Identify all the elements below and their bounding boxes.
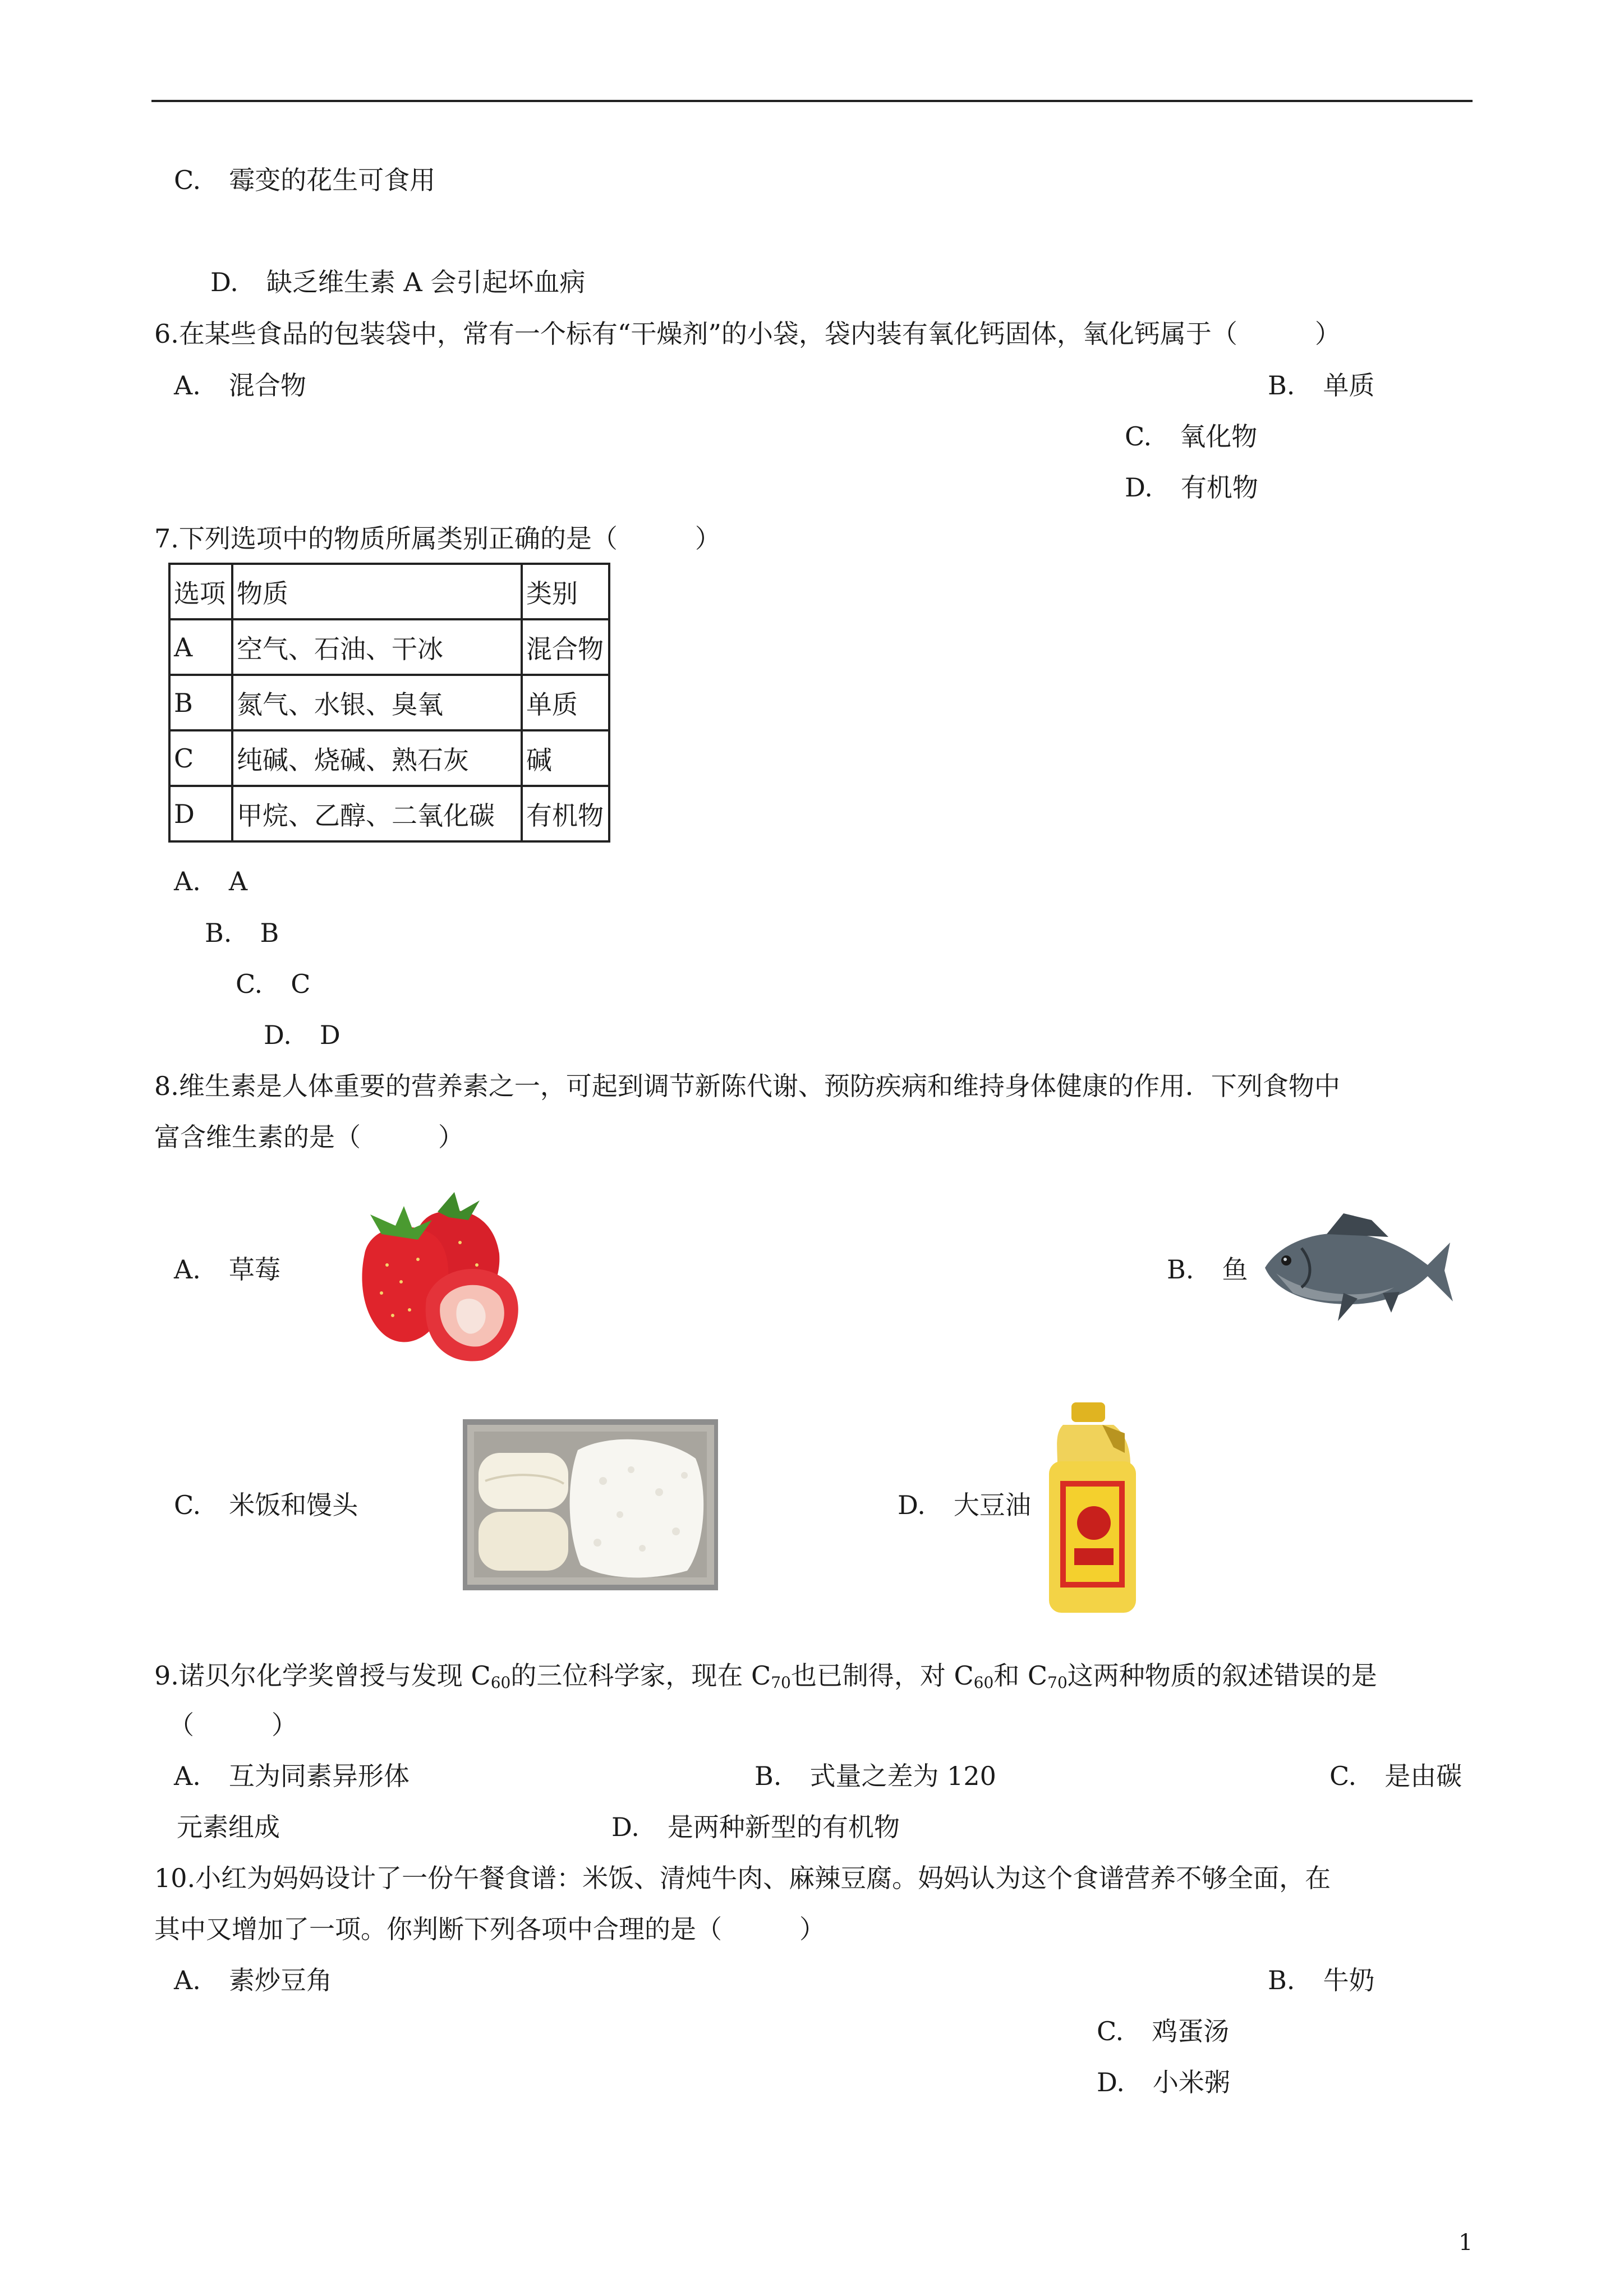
q5-option-d: D. 缺乏维生素 A 会引起坏血病: [210, 267, 586, 297]
header-rule: [151, 100, 1473, 102]
soybean-oil-bottle-image: [1041, 1402, 1142, 1618]
q9-stem: 9.诺贝尔化学奖曾授与发现 $C_{60}$的三位科学家，现在 $C_{70}$也已制得，对 $C_{60}$和 $C_{70}$这两种物质的叙述错误的是: [154, 1660, 1377, 1692]
q8-stem-line2: 富含维生素的是（ ）: [154, 1122, 464, 1152]
q9-option-b: B. 式量之差为 120: [755, 1761, 996, 1791]
table-cell: C: [169, 730, 232, 786]
table-cell: 碱: [522, 730, 609, 786]
q10-option-d: D. 小米粥: [1097, 2067, 1230, 2097]
rice-and-buns-image: [463, 1419, 718, 1590]
table-header-row: [169, 564, 609, 619]
table-cell: 混合物: [522, 619, 609, 675]
table-row: [169, 619, 609, 675]
q6-option-b: B. 单质: [1268, 370, 1375, 401]
table-header-cell: 物质: [232, 564, 522, 619]
strawberry-half: [426, 1269, 518, 1361]
q7-stem: 7.下列选项中的物质所属类别正确的是（ ）: [154, 523, 721, 554]
table-cell: A: [169, 619, 232, 675]
fish-image: [1259, 1209, 1456, 1329]
table-cell: B: [169, 675, 232, 730]
q10-stem-line1: 10.小红为妈妈设计了一份午餐食谱：米饭、清炖牛肉、麻辣豆腐。妈妈认为这个食谱营养不够全面，在: [154, 1863, 1331, 1893]
q8-stem-line1: 8.维生素是人体重要的营养素之一，可起到调节新陈代谢、预防疾病和维持身体健康的作用．下列食物中: [154, 1071, 1340, 1101]
q9-option-d: D. 是两种新型的有机物: [611, 1812, 900, 1842]
page-number: 1: [1459, 2230, 1473, 2256]
classification-table: [168, 563, 610, 843]
q8-option-c: C. 米饭和馒头: [174, 1490, 358, 1520]
q10-option-c: C. 鸡蛋汤: [1097, 2016, 1230, 2046]
strawberry-image: [348, 1181, 539, 1366]
q5-option-c: C. 霉变的花生可食用: [174, 165, 436, 195]
q6-option-a: A. 混合物: [174, 370, 306, 401]
q8-option-a: A. 草莓: [174, 1254, 280, 1285]
q7-option-c: C. C: [236, 969, 311, 999]
q7-option-d: D. D: [264, 1020, 341, 1050]
table-header-cell: 选项: [169, 564, 232, 619]
q9-option-a: A. 互为同素异形体: [174, 1761, 410, 1791]
table-header-cell: 类别: [522, 564, 609, 619]
table-cell: 氮气、水银、臭氧: [232, 675, 522, 730]
q6-stem: 6.在某些食品的包装袋中，常有一个标有“干燥剂”的小袋，袋内装有氧化钙固体，氧化钙属于（ ）: [154, 319, 1341, 349]
rice: [570, 1439, 704, 1578]
table-cell: 单质: [522, 675, 609, 730]
q7-option-b: B. B: [205, 918, 279, 948]
q8-option-b: B. 鱼: [1167, 1254, 1248, 1285]
q6-option-d: D. 有机物: [1125, 472, 1258, 503]
q8-option-d: D. 大豆油: [898, 1490, 1031, 1520]
q7-option-a: A. A: [174, 866, 248, 896]
table-row: [169, 730, 609, 786]
q6-option-c: C. 氧化物: [1125, 421, 1258, 452]
table-cell: D: [169, 786, 232, 841]
q10-option-a: A. 素炒豆角: [174, 1965, 332, 1995]
q10-option-b: B. 牛奶: [1268, 1965, 1375, 1995]
q9-answer-paren: （ ）: [168, 1710, 297, 1740]
table-row: [169, 675, 609, 730]
table-cell: 有机物: [522, 786, 609, 841]
table-cell: 甲烷、乙醇、二氧化碳: [232, 786, 522, 841]
table-row: [169, 786, 609, 841]
table-cell: 纯碱、烧碱、熟石灰: [232, 730, 522, 786]
table-cell: 空气、石油、干冰: [232, 619, 522, 675]
q10-stem-line2: 其中又增加了一项。你判断下列各项中合理的是（ ）: [154, 1914, 825, 1944]
q9-option-c-continued: 元素组成: [177, 1812, 280, 1842]
q9-option-c: C. 是由碳: [1329, 1761, 1462, 1791]
